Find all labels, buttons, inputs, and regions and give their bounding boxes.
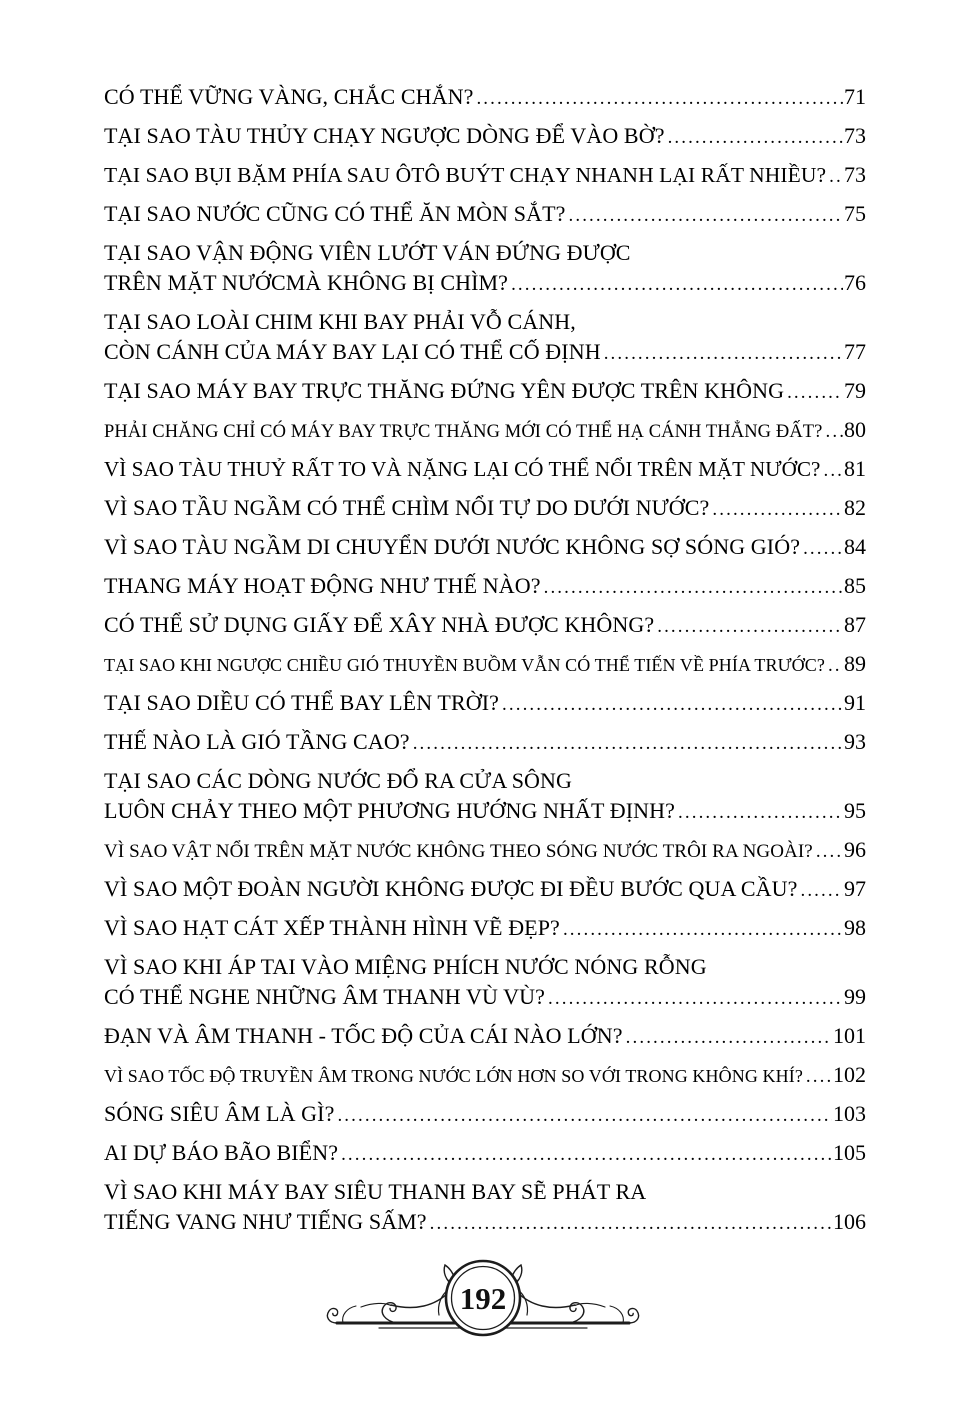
dot-leader [544,573,843,603]
dot-leader [678,798,843,828]
dot-leader [430,1209,832,1239]
toc-entry-title: TẠI SAO MÁY BAY TRỰC THĂNG ĐỨNG YÊN ĐƯỢC TRÊN KHÔNG [104,378,785,403]
footer [0,1256,965,1354]
toc-entry-line [104,610,866,640]
toc-entry [104,874,866,904]
toc-entry-title: ĐẠN VÀ ÂM THANH - TỐC ĐỘ CỦA CÁI NÀO LỚN? [104,1023,623,1048]
toc-page-number: 73 [844,162,866,187]
toc-entry-title: CÓ THỂ VỮNG VÀNG, CHẮC CHẮN? [104,84,474,109]
toc-entry-title: SÓNG SIÊU ÂM LÀ GÌ? [104,1101,335,1126]
toc-entry-title: VÌ SAO KHI MÁY BAY SIÊU THANH BAY SẼ PHÁT RA [104,1179,647,1204]
toc-entry [104,1099,866,1129]
toc-entry [104,121,866,151]
dot-leader [626,1023,832,1053]
toc-entry-line [104,1060,866,1090]
page-number-ornament [323,1256,643,1354]
toc-list [104,82,866,1246]
toc-entry-title: TẠI SAO KHI NGƯỢC CHIỀU GIÓ THUYỀN BUỒM VẪN CÓ THỂ TIẾN VỀ PHÍA TRƯỚC? [104,655,825,675]
dot-leader [828,651,843,681]
toc-entry-line [104,913,866,943]
toc-entry-line [104,238,866,268]
toc-entry-line [104,268,866,298]
toc-entry [104,238,866,298]
toc-entry-title: VÌ SAO KHI ÁP TAI VÀO MIỆNG PHÍCH NƯỚC NÓNG RỖNG [104,954,707,979]
dot-leader [569,201,844,231]
toc-page-number: 73 [844,123,866,148]
toc-page-number: 102 [833,1062,866,1087]
toc-entry-title: CÓ THỂ SỬ DỤNG GIẤY ĐỂ XÂY NHÀ ĐƯỢC KHÔNG? [104,612,655,637]
toc-entry-line [104,307,866,337]
toc-page-number: 98 [844,915,866,940]
dot-leader [548,984,843,1014]
toc-entry-line [104,415,866,445]
footer-page-number: 192 [459,1281,506,1316]
toc-entry-line [104,337,866,367]
toc-entry-line [104,571,866,601]
toc-page-number: 103 [833,1101,866,1126]
toc-entry [104,199,866,229]
toc-entry-title: TẠI SAO LOÀI CHIM KHI BAY PHẢI VỖ CÁNH, [104,309,576,334]
toc-page-number: 99 [844,984,866,1009]
toc-entry-line [104,952,866,982]
toc-entry-title: TIẾNG VANG NHƯ TIẾNG SẤM? [104,1209,427,1234]
toc-entry-line [104,493,866,523]
dot-leader [337,1101,832,1131]
toc-entry-line [104,454,866,484]
toc-page-number: 87 [844,612,866,637]
toc-entry-title: TẠI SAO VẬN ĐỘNG VIÊN LƯỚT VÁN ĐỨNG ĐƯỢC [104,240,631,265]
toc-entry [104,376,866,406]
toc-entry-line [104,727,866,757]
toc-entry [104,454,866,484]
toc-page-number: 93 [844,729,866,754]
toc-entry-title: TRÊN MẶT NƯỚCMÀ KHÔNG BỊ CHÌM? [104,270,509,295]
toc-entry-title: PHẢI CHĂNG CHỈ CÓ MÁY BAY TRỰC THĂNG MỚI CÓ THỂ HẠ CÁNH THẲNG ĐẤT? [104,422,823,442]
toc-entry [104,1021,866,1051]
toc-page-number: 81 [844,456,866,481]
dot-leader [502,690,843,720]
toc-page-number: 91 [844,690,866,715]
toc-entry-title: VÌ SAO TẦU NGẦM CÓ THỂ CHÌM NỔI TỰ DO DƯỚI NƯỚC? [104,495,710,520]
toc-entry-line [104,982,866,1012]
toc-entry-title: TẠI SAO BỤI BẶM PHÍA SAU ÔTÔ BUÝT CHẠY NHANH LẠI RẤT NHIỀU? [104,163,827,187]
toc-page-number: 96 [844,837,866,862]
toc-entry-line [104,376,866,406]
dot-leader [826,417,844,447]
toc-entry-line [104,1138,866,1168]
toc-entry [104,1177,866,1237]
toc-entry [104,307,866,367]
toc-entry-title: TẠI SAO NƯỚC CŨNG CÓ THỂ ĂN MÒN SẮT? [104,201,566,226]
toc-page-number: 77 [844,339,866,364]
dot-leader [604,339,843,369]
toc-page-number: 71 [844,84,866,109]
toc-entry-line [104,199,866,229]
toc-entry-title: TẠI SAO TÀU THỦY CHẠY NGƯỢC DÒNG ĐỂ VÀO BỜ? [104,123,665,148]
dot-leader [823,456,843,486]
toc-entry-title: CÒN CÁNH CỦA MÁY BAY LẠI CÓ THỂ CỐ ĐỊNH [104,339,601,364]
toc-entry-line [104,121,866,151]
toc-entry-title: VÌ SAO TỐC ĐỘ TRUYỀN ÂM TRONG NƯỚC LỚN HƠN SO VỚI TRONG KHÔNG KHÍ? [104,1066,803,1086]
toc-entry-title: TẠI SAO CÁC DÒNG NƯỚC ĐỔ RA CỬA SÔNG [104,768,573,793]
toc-entry [104,571,866,601]
dot-leader [563,915,843,945]
toc-entry-line [104,874,866,904]
dot-leader [657,612,843,642]
toc-entry [104,160,866,190]
toc-entry-title: VÌ SAO HẠT CÁT XẾP THÀNH HÌNH VẼ ĐẸP? [104,915,560,940]
toc-entry-line [104,688,866,718]
toc-entry [104,766,866,826]
dot-leader [668,123,843,153]
toc-entry-line [104,1207,866,1237]
toc-entry [104,82,866,112]
toc-entry-line [104,82,866,112]
toc-page-number: 105 [833,1140,866,1165]
toc-entry [104,649,866,679]
toc-entry [104,415,866,445]
toc-page-number: 95 [844,798,866,823]
toc-page-number: 75 [844,201,866,226]
dot-leader [476,84,843,114]
toc-page-number: 82 [844,495,866,520]
toc-entry-title: VÌ SAO TÀU THUỶ RẤT TO VÀ NẶNG LẠI CÓ THỂ NỔI TRÊN MẶT NƯỚC? [104,457,821,481]
toc-entry-title: VÌ SAO TÀU NGẦM DI CHUYỂN DƯỚI NƯỚC KHÔNG SỢ SÓNG GIÓ? [104,534,801,559]
dot-leader [806,1062,832,1092]
toc-page-number: 106 [833,1209,866,1234]
dot-leader [829,162,843,192]
toc-entry-line [104,532,866,562]
toc-entry-title: LUÔN CHẢY THEO MỘT PHƯƠNG HƯỚNG NHẤT ĐỊNH? [104,798,676,823]
toc-page-number: 84 [844,534,866,559]
toc-entry-line [104,1177,866,1207]
toc-entry [104,493,866,523]
toc-entry-title: THANG MÁY HOẠT ĐỘNG NHƯ THẾ NÀO? [104,573,541,598]
dot-leader [413,729,843,759]
toc-entry [104,1060,866,1090]
dot-leader [803,534,843,564]
toc-entry [104,727,866,757]
toc-page-number: 76 [844,270,866,295]
toc-entry-title: VÌ SAO MỘT ĐOÀN NGƯỜI KHÔNG ĐƯỢC ĐI ĐỀU BƯỚC QUA CẦU? [104,876,798,901]
toc-entry [104,913,866,943]
toc-page-number: 97 [844,876,866,901]
toc-entry-line [104,796,866,826]
toc-page-number: 79 [844,378,866,403]
dot-leader [712,495,843,525]
toc-entry [104,952,866,1012]
dot-leader [816,837,843,867]
dot-leader [800,876,843,906]
toc-entry-line [104,649,866,679]
toc-entry [104,688,866,718]
toc-entry-line [104,1021,866,1051]
toc-page-number: 85 [844,573,866,598]
toc-entry [104,1138,866,1168]
toc-entry-line [104,766,866,796]
dot-leader [341,1140,832,1170]
toc-entry-title: TẠI SAO DIỀU CÓ THỂ BAY LÊN TRỜI? [104,690,500,715]
toc-entry-line [104,1099,866,1129]
toc-entry-title: THẾ NÀO LÀ GIÓ TẦNG CAO? [104,729,410,754]
toc-entry-title: VÌ SAO VẬT NỔI TRÊN MẶT NƯỚC KHÔNG THEO SÓNG NƯỚC TRÔI RA NGOÀI? [104,841,813,862]
dot-leader [787,378,843,408]
toc-page-number: 101 [833,1023,866,1048]
toc-entry-line [104,160,866,190]
toc-entry [104,835,866,865]
toc-entry [104,532,866,562]
toc-entry [104,610,866,640]
toc-page-number: 80 [844,417,866,442]
toc-entry-title: CÓ THỂ NGHE NHỮNG ÂM THANH VÙ VÙ? [104,984,546,1009]
toc-page-number: 89 [844,651,866,676]
toc-entry-title: AI DỰ BÁO BÃO BIỂN? [104,1140,339,1165]
toc-entry-line [104,835,866,865]
dot-leader [511,270,843,300]
